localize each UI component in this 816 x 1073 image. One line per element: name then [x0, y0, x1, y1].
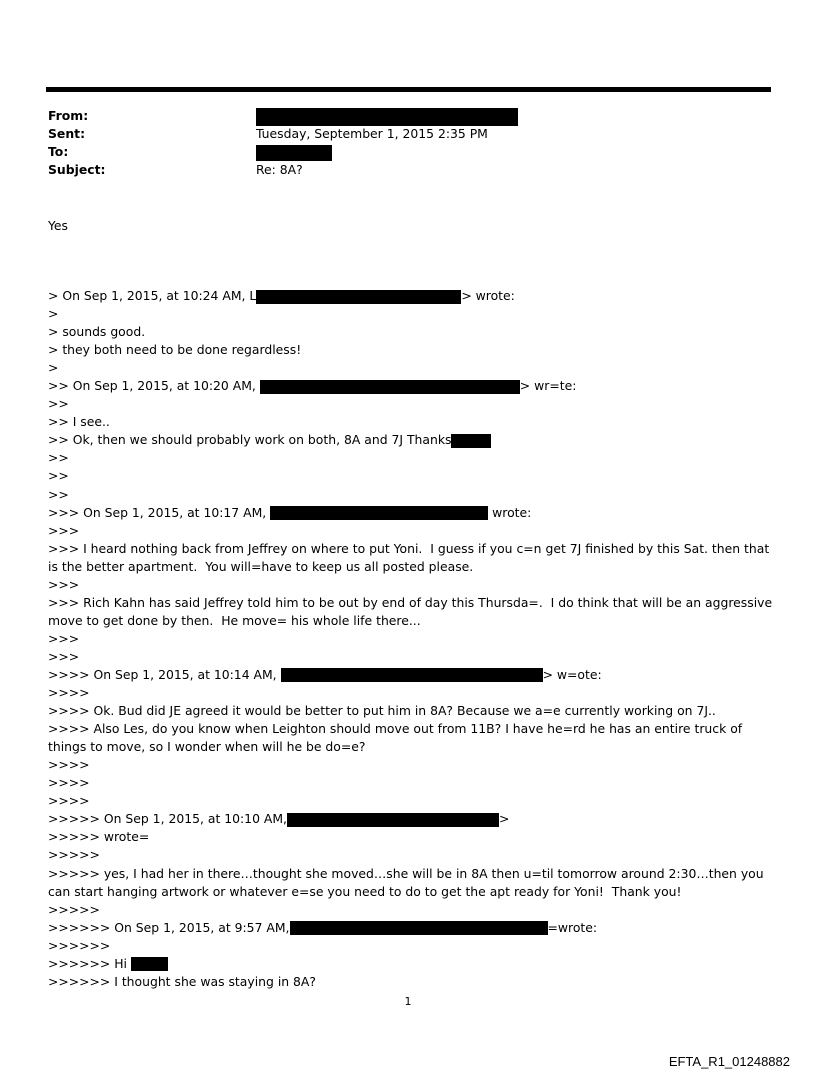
quoted-line	[48, 504, 773, 522]
quoted-line-text: >>>> Ok. Bud did JE agreed it would be better to put him in 8A? Because we a=e currently working on 7J..	[48, 703, 716, 719]
quoted-line-text: >>	[48, 486, 69, 502]
subject-value: Re: 8A?	[256, 162, 303, 177]
quoted-line-suffix: =wrote:	[547, 919, 598, 935]
quoted-line	[48, 666, 773, 684]
quoted-line-text: >> I see..	[48, 414, 110, 430]
header-rule	[46, 87, 771, 92]
sent-value: Tuesday, September 1, 2015 2:35 PM	[256, 126, 488, 141]
page-number: 1	[404, 995, 412, 1008]
quoted-line	[48, 323, 773, 341]
quoted-line	[48, 413, 773, 431]
quoted-line-text: >>>>>> I thought she was staying in 8A?	[48, 973, 316, 989]
quoted-line-text: >>>>>> Hi	[48, 955, 131, 971]
quoted-line	[48, 594, 777, 630]
quoted-line	[48, 684, 773, 702]
quoted-line-text: > On Sep 1, 2015, at 10:24 AM, L	[48, 288, 257, 303]
quoted-line	[48, 431, 773, 449]
quoted-line	[48, 756, 773, 774]
quoted-line-text: >>>>>>	[48, 937, 111, 953]
quoted-line-text: >>	[48, 450, 69, 466]
quoted-line-suffix: > wr=te:	[519, 378, 577, 394]
quoted-line-text: >> On Sep 1, 2015, at 10:20 AM,	[48, 378, 260, 394]
from-label: From:	[48, 108, 89, 123]
document-id: EFTA_R1_01248882	[668, 1054, 790, 1069]
quoted-line-text: >>>	[48, 576, 80, 592]
quoted-line-text: >	[48, 360, 59, 376]
quoted-line-text: >>>> Also Les, do you know when Leighton should move out from 11B? I have he=rd he has an entire truck of things to move, so I wonder when will he be do=e?	[48, 721, 747, 755]
quoted-line	[48, 919, 773, 937]
redaction-block	[256, 108, 518, 126]
redaction-block	[131, 957, 168, 971]
quoted-line-text: >>>>> On Sep 1, 2015, at 10:10 AM,	[48, 811, 287, 827]
quoted-line	[48, 540, 773, 576]
quoted-line-text: >	[48, 306, 59, 322]
to-value	[256, 143, 776, 161]
quoted-line-text: >>>>>	[48, 847, 100, 863]
quoted-line	[48, 937, 773, 955]
quoted-line	[48, 305, 773, 323]
quoted-line-text: >>>> On Sep 1, 2015, at 10:14 AM,	[48, 666, 281, 682]
quoted-line-text: >>	[48, 468, 69, 484]
redaction-block	[281, 668, 543, 682]
redaction-block	[270, 506, 488, 520]
quoted-line	[48, 449, 773, 467]
quoted-line	[48, 648, 773, 666]
quoted-line	[48, 865, 773, 901]
quoted-line-text: >>>>>	[48, 901, 100, 917]
quoted-line	[48, 522, 773, 540]
redaction-block	[451, 434, 491, 448]
quoted-line	[48, 486, 773, 504]
to-label: To:	[48, 144, 69, 159]
quoted-line	[48, 576, 773, 594]
quoted-line-text: >>> Rich Kahn has said Jeffrey told him to be out by end of day this Thursda=. I do think that will be an aggressive move to get done by then. He move= his whole life there...	[48, 594, 777, 628]
quoted-line-text: >>>	[48, 522, 80, 538]
quoted-line-text: >>>>	[48, 793, 90, 809]
quoted-line	[48, 774, 773, 792]
quoted-line-text: >> Ok, then we should probably work on both, 8A and 7J Thanks	[48, 432, 452, 448]
redaction-block	[287, 813, 499, 827]
quoted-line	[48, 377, 773, 395]
quoted-thread	[48, 287, 777, 991]
quoted-line	[48, 810, 773, 828]
redaction-block	[256, 290, 461, 304]
quoted-line-suffix: > w=ote:	[542, 666, 602, 682]
quoted-line-text: >>>>	[48, 685, 90, 701]
quoted-line-text: >>>>	[48, 757, 90, 773]
quoted-line	[48, 467, 773, 485]
quoted-line	[48, 359, 773, 377]
message-body: Yes	[48, 218, 69, 233]
quoted-line-text: >>>>>> On Sep 1, 2015, at 9:57 AM,	[48, 919, 290, 935]
quoted-line	[48, 955, 773, 973]
quoted-line	[48, 792, 773, 810]
sent-label: Sent:	[48, 126, 86, 141]
quoted-line	[48, 720, 773, 756]
quoted-line-text: >>> On Sep 1, 2015, at 10:17 AM,	[48, 504, 271, 520]
quoted-line	[48, 828, 773, 846]
redaction-block	[290, 921, 548, 935]
quoted-line-suffix: >	[499, 811, 510, 827]
quoted-line	[48, 395, 773, 413]
redaction-block	[256, 145, 332, 161]
from-value	[256, 107, 776, 126]
quoted-line	[48, 630, 773, 648]
quoted-line	[48, 702, 773, 720]
quoted-line-text: > they both need to be done regardless!	[48, 342, 302, 358]
quoted-line-text: >>>	[48, 630, 80, 646]
quoted-line-text: >>>	[48, 648, 80, 664]
quoted-line-text: >>>>> yes, I had her in there…thought she moved…she will be in 8A then u=til tomorrow around 2:30…then you can start hanging artwork or whatever e=se you need to do to get the apt ready for Yoni! Thank you!	[48, 865, 768, 899]
quoted-line-text: > sounds good.	[48, 324, 146, 340]
quoted-line	[48, 901, 773, 919]
quoted-line-text: >>	[48, 396, 69, 412]
redaction-block	[260, 380, 520, 394]
quoted-line	[48, 846, 773, 864]
quoted-line	[48, 973, 773, 991]
subject-label: Subject:	[48, 162, 106, 177]
quoted-line	[48, 341, 773, 359]
quoted-line-text: >>>>> wrote=	[48, 829, 150, 845]
quoted-line-text: >>> I heard nothing back from Jeffrey on where to put Yoni. I guess if you c=n get 7J finished by this Sat. then that is the better apartment. You will=have to keep us all posted please.	[48, 540, 774, 574]
quoted-line-text: >>>>	[48, 775, 90, 791]
quoted-line-suffix: wrote:	[488, 504, 532, 520]
quoted-line-suffix: > wrote:	[461, 288, 515, 303]
quoted-line	[48, 287, 773, 305]
